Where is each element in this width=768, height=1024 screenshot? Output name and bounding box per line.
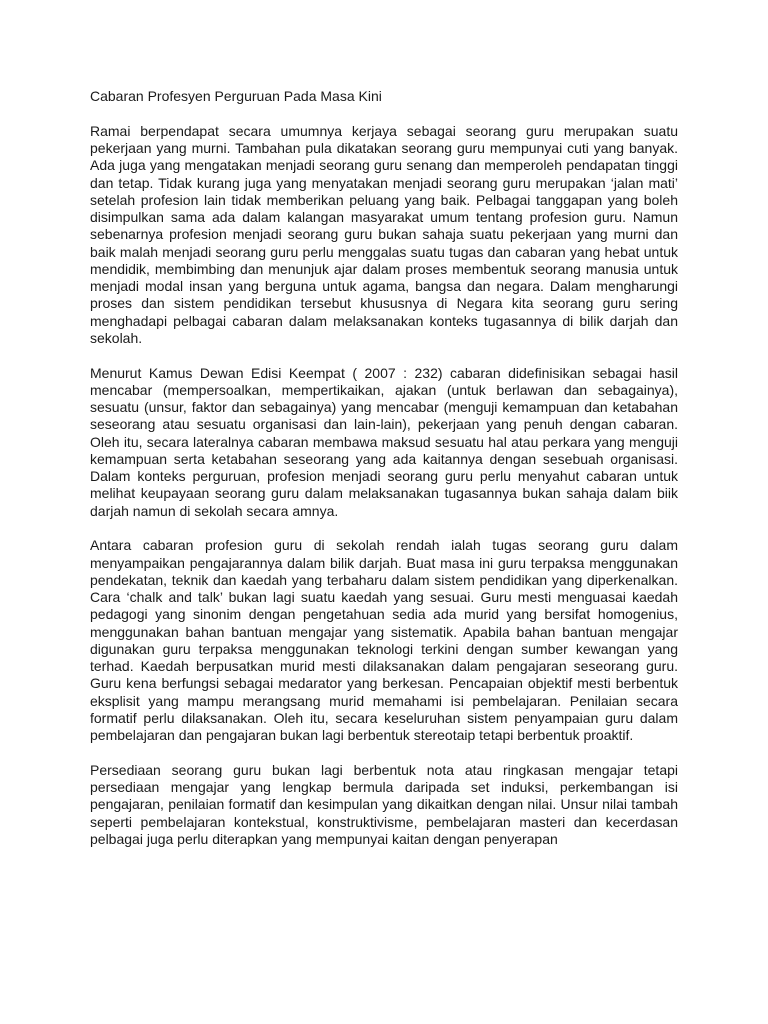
paragraph-1: Ramai berpendapat secara umumnya kerjaya sebagai seorang guru merupakan suatu pekerjaan yang murni. Tambahan pula dikatakan seorang guru mempunyai cuti yang banyak. Ada juga yang mengatakan menjadi seorang guru senang dan memperoleh pendapatan tinggi dan tetap. Tidak kurang juga yang menyatakan menjadi seorang guru merupakan ‘jalan mati’ setelah profesion lain tidak memberikan peluang yang baik. Pelbagai tanggapan yang boleh disimpulkan sama ada dalam kalangan masyarakat umum tentang profesion guru. Namun sebenarnya profesion menjadi seorang guru bukan sahaja suatu pekerjaan yang murni dan baik malah menjadi seorang guru perlu menggalas suatu tugas dan cabaran yang hebat untuk mendidik, membimbing dan menunjuk ajar dalam proses membentuk seorang manusia untuk menjadi modal insan yang berguna untuk agama, bangsa dan negara. Dalam mengharungi proses dan sistem pendidikan tersebut khususnya di Negara kita seorang guru sering menghadapi pelbagai cabaran dalam melaksanakan konteks tugasannya di bilik darjah dan sekolah.	[90, 122, 678, 346]
paragraph-2: Menurut Kamus Dewan Edisi Keempat ( 2007 : 232) cabaran didefinisikan sebagai hasil mencabar (mempersoalkan, mempertikaikan, ajakan (untuk berlawan dan sebagainya), sesuatu (unsur, faktor dan sebagainya) yang mencabar (menguji kemampuan dan ketabahan seseorang atau sesuatu organisasi dan lain-lain), pekerjaan yang penuh dengan cabaran. Oleh itu, secara lateralnya cabaran membawa maksud sesuatu hal atau perkara yang menguji kemampuan serta ketabahan seseorang yang ada kaitannya dengan sesebuah organisasi. Dalam konteks perguruan, profesion menjadi seorang guru perlu menyahut cabaran untuk melihat keupayaan seorang guru dalam melaksanakan tugasannya bukan sahaja dalam biik darjah namun di sekolah secara amnya.	[90, 364, 678, 519]
document-title: Cabaran Profesyen Perguruan Pada Masa Kini	[90, 88, 382, 104]
paragraph-4: Persediaan seorang guru bukan lagi berbentuk nota atau ringkasan mengajar tetapi persediaan mengajar yang lengkap bermula daripada set induksi, perkembangan isi pengajaran, penilaian formatif dan kesimpulan yang dikaitkan dengan nilai. Unsur nilai tambah seperti pembelajaran kontekstual, konstruktivisme, pembelajaran masteri dan kecerdasan pelbagai juga perlu diterapkan yang mempunyai kaitan dengan penyerapan	[90, 761, 678, 847]
paragraph-3: Antara cabaran profesion guru di sekolah rendah ialah tugas seorang guru dalam menyampaikan pengajarannya dalam bilik darjah. Buat masa ini guru terpaksa menggunakan pendekatan, teknik dan kaedah yang terbaharu dalam sistem pendidikan yang diperkenalkan. Cara ‘chalk and talk’ bukan lagi suatu kaedah yang sesuai. Guru mesti menguasai kaedah pedagogi yang sinonim dengan pengetahuan sedia ada murid yang bersifat homogenius, menggunakan bahan bantuan mengajar yang sistematik. Apabila bahan bantuan mengajar digunakan guru terpaksa menggunakan teknologi terkini dengan sumber kewangan yang terhad. Kaedah berpusatkan murid mesti dilaksanakan dalam pengajaran seseorang guru. Guru kena berfungsi sebagai medarator yang berkesan. Pencapaian objektif mesti berbentuk eksplisit yang mampu merangsang murid memahami isi pembelajaran. Penilaian secara formatif perlu dilaksanakan. Oleh itu, secara keseluruhan sistem penyampaian guru dalam pembelajaran dan pengajaran bukan lagi berbentuk stereotaip tetapi berbentuk proaktif.	[90, 537, 678, 743]
document-page	[90, 88, 678, 866]
